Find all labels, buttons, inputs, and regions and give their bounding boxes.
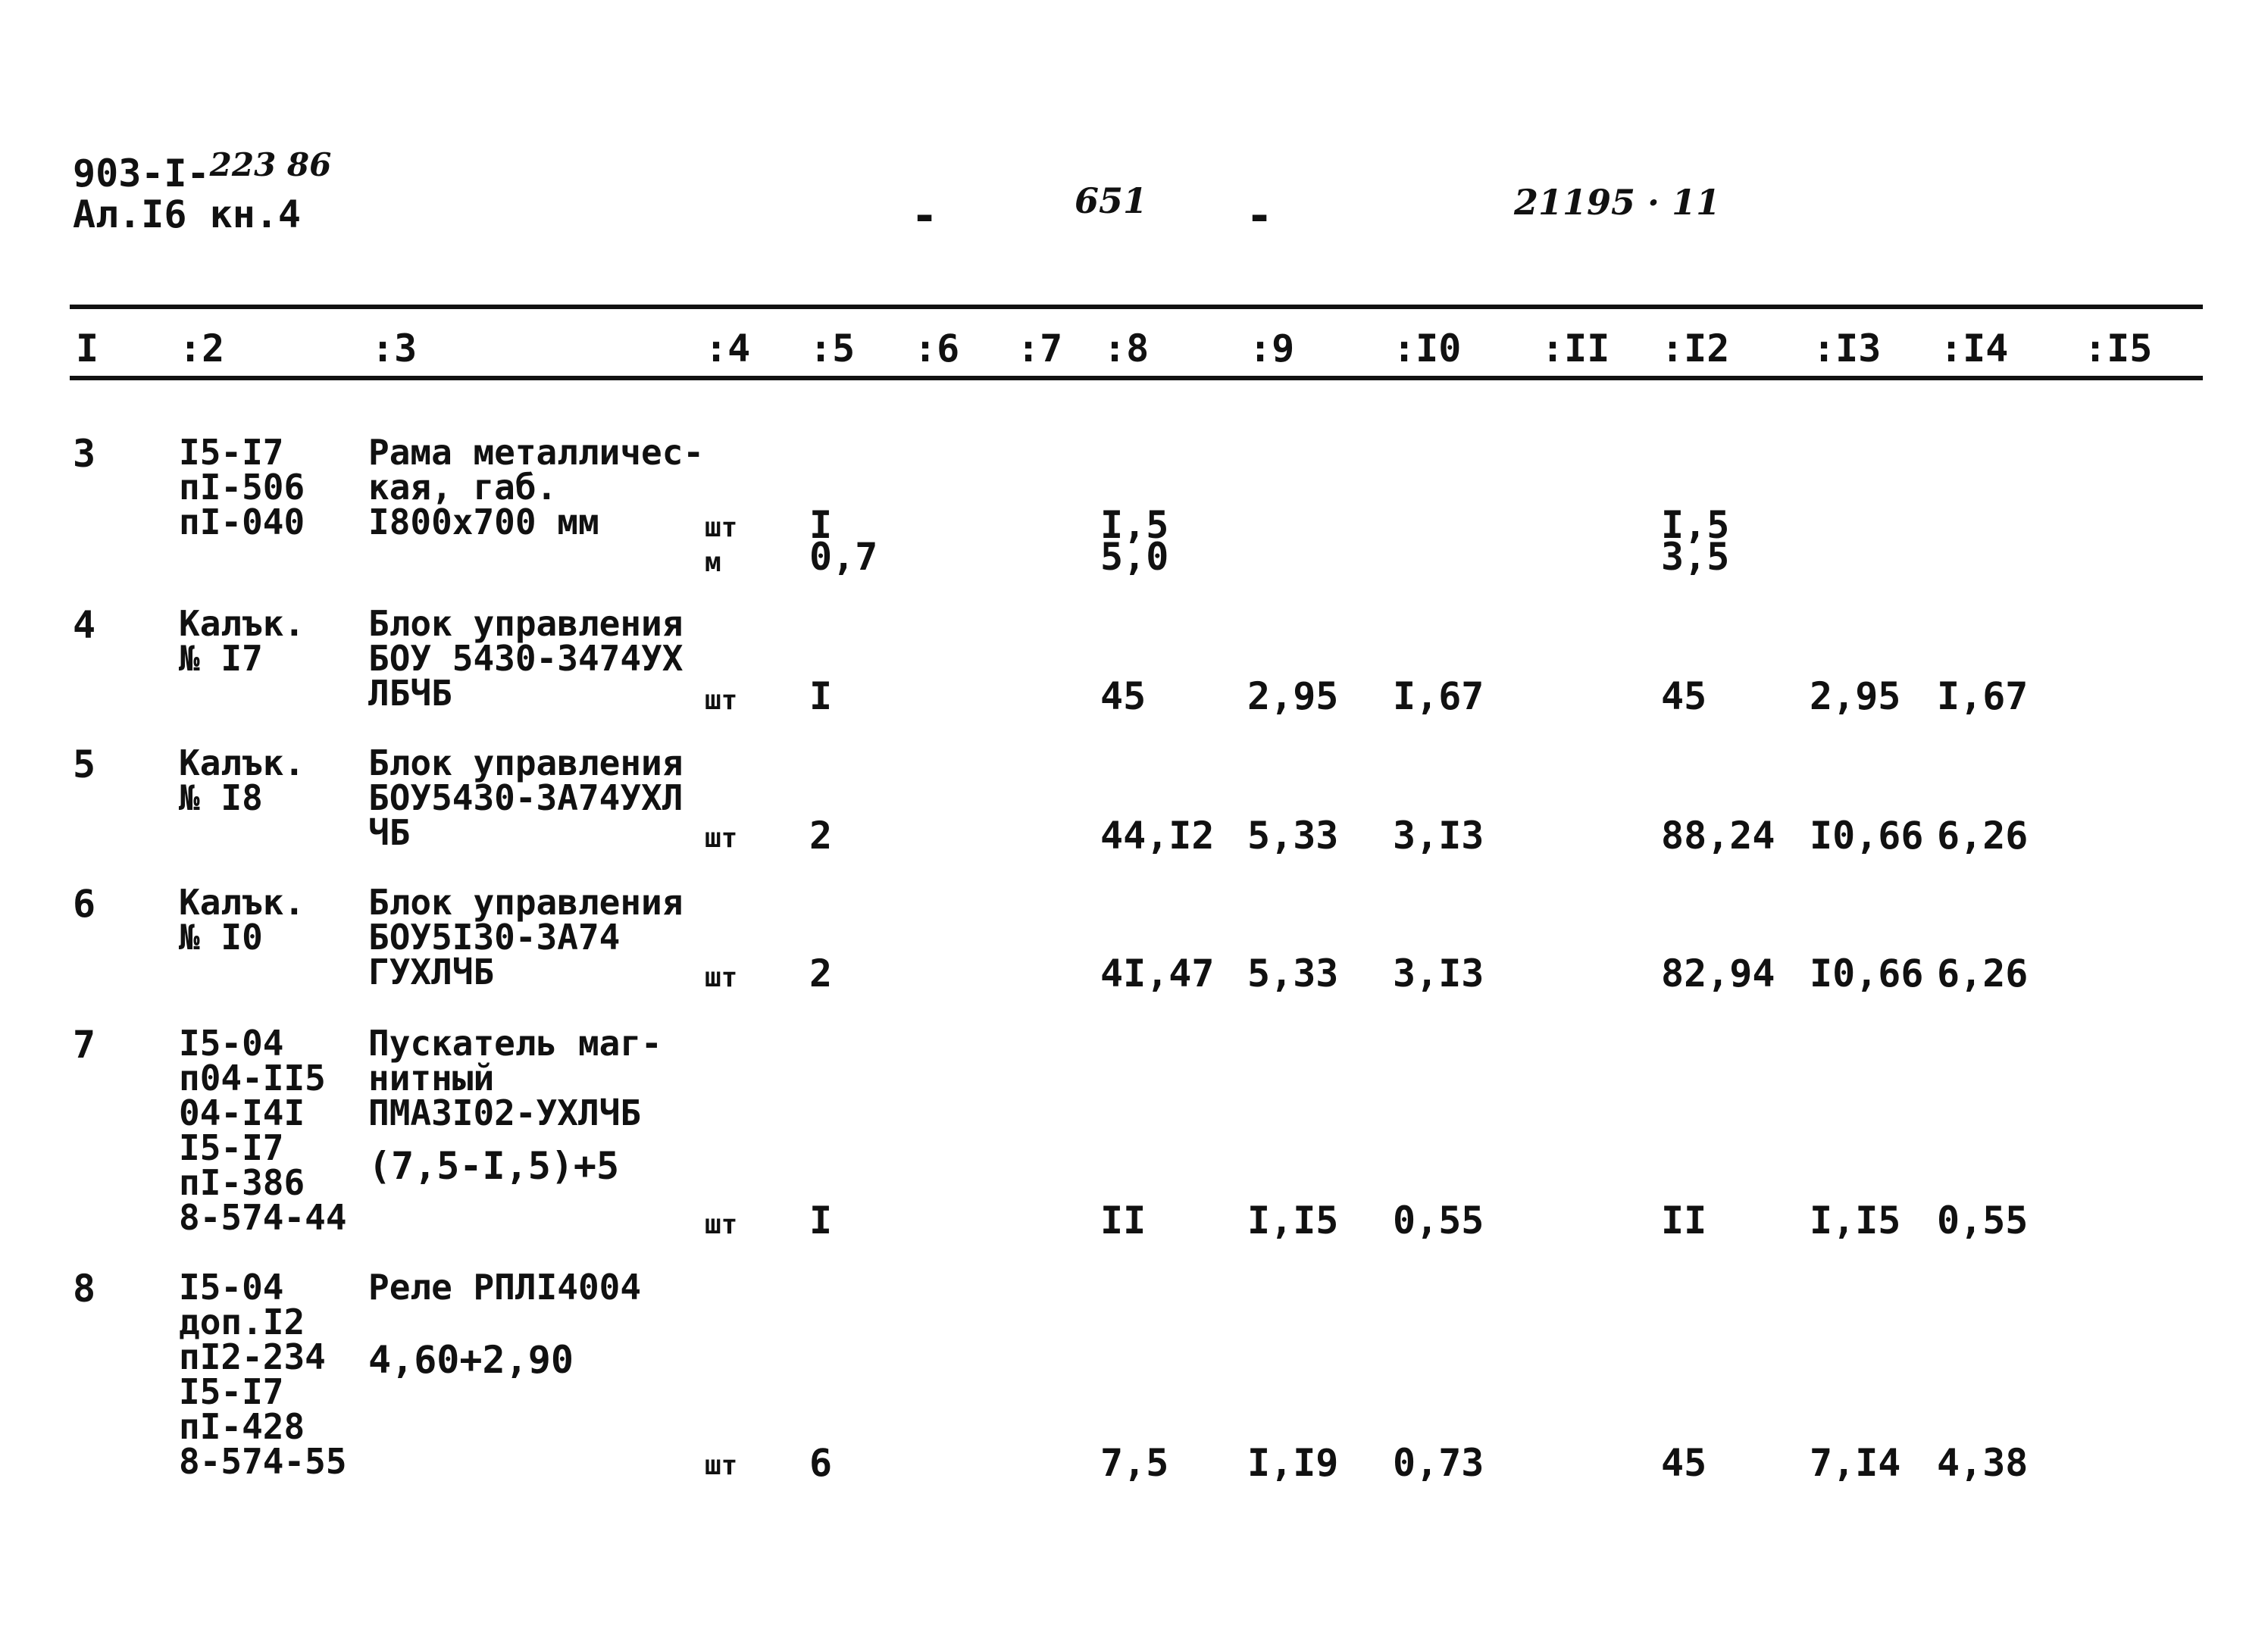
row-quantity: 2 xyxy=(809,952,833,995)
row-quantity: 6 xyxy=(809,1441,833,1485)
row-col9: I,I5 xyxy=(1247,1199,1339,1242)
col-header-8: :8 xyxy=(1103,327,1150,370)
row-col8: 5,0 xyxy=(1100,535,1169,579)
row-quantity: I xyxy=(809,1199,833,1242)
document-code xyxy=(73,146,332,195)
row-col12: I,5 xyxy=(1661,503,1730,547)
row-number: 6 xyxy=(73,882,96,926)
row-col9: 5,33 xyxy=(1247,952,1339,995)
col-header-9: :9 xyxy=(1249,327,1295,370)
row-item-name: Блок управления БОУ5I30-3А74 ГУХЛЧБ xyxy=(368,882,684,992)
row-unit: шт xyxy=(705,1209,738,1240)
row-unit: шт xyxy=(705,512,738,543)
row-reference: Калък. № I7 xyxy=(179,603,305,679)
col-header-2: :2 xyxy=(179,327,225,370)
row-col12: II xyxy=(1661,1199,1707,1242)
row-reference: Калък. № I8 xyxy=(179,742,305,818)
row-col12: 45 xyxy=(1661,674,1707,718)
row-item-name: Блок управления БОУ 5430-3474УХ ЛБЧБ xyxy=(368,603,684,714)
row-col14: 0,55 xyxy=(1937,1199,2029,1242)
album-book-label: Ал.I6 кн.4 xyxy=(73,192,302,236)
row-col10: 0,55 xyxy=(1393,1199,1484,1242)
row-col10: I,67 xyxy=(1393,674,1484,718)
row-unit: шт xyxy=(705,1450,738,1481)
row-quantity: I xyxy=(809,503,833,547)
row-reference: Калък. № I0 xyxy=(179,882,305,958)
row-col14: 6,26 xyxy=(1937,814,2029,858)
row-number: 8 xyxy=(73,1267,96,1311)
page-number-handwritten: 651 xyxy=(1075,180,1148,221)
col-header-15: :I5 xyxy=(2084,327,2153,370)
col-header-1: I xyxy=(76,327,99,370)
row-unit: шт xyxy=(705,962,738,993)
col-header-3: :3 xyxy=(371,327,418,370)
row-number: 3 xyxy=(73,432,96,476)
row-quantity: 0,7 xyxy=(809,535,878,579)
col-header-6: :6 xyxy=(914,327,960,370)
row-unit: шт xyxy=(705,823,738,854)
row-col8: 4I,47 xyxy=(1100,952,1215,995)
row-col13: 2,95 xyxy=(1810,674,1901,718)
row-col12: 3,5 xyxy=(1661,535,1730,579)
col-header-7: :7 xyxy=(1017,327,1063,370)
row-quantity: 2 xyxy=(809,814,833,858)
row-col8: II xyxy=(1100,1199,1147,1242)
col-header-4: :4 xyxy=(705,327,751,370)
row-number: 4 xyxy=(73,603,96,647)
row-col12: 45 xyxy=(1661,1441,1707,1485)
row-col12: 82,94 xyxy=(1661,952,1775,995)
page-dash-right: - xyxy=(1246,189,1274,242)
col-header-13: :I3 xyxy=(1813,327,1882,370)
row-col12: 88,24 xyxy=(1661,814,1775,858)
row-col10: 3,I3 xyxy=(1393,952,1484,995)
row-col9: 2,95 xyxy=(1247,674,1339,718)
header-bottom-rule xyxy=(70,376,2203,380)
row-col14: 4,38 xyxy=(1937,1441,2029,1485)
row-item-name: Пускатель маг- нитный ПМА3I02-УХЛЧБ xyxy=(368,1023,662,1133)
row-col13: 7,I4 xyxy=(1810,1441,1901,1485)
row-item-name: Рама металличес- кая, габ. I800x700 мм xyxy=(368,432,705,542)
table-top-rule xyxy=(70,305,2203,309)
row-unit: шт xyxy=(705,685,738,716)
row-col13: I0,66 xyxy=(1810,814,1924,858)
reference-number-handwritten: 21195 · 11 xyxy=(1514,182,1721,223)
row-col13: I,I5 xyxy=(1810,1199,1901,1242)
row-reference: I5-04 п04-II5 04-I4I I5-I7 пI-386 8-574-44 xyxy=(179,1023,347,1238)
row-reference: I5-04 доп.I2 пI2-234 I5-I7 пI-428 8-574-55 xyxy=(179,1267,347,1482)
row-formula: (7,5-I,5)+5 xyxy=(368,1144,620,1188)
row-col14: I,67 xyxy=(1937,674,2029,718)
row-formula: 4,60+2,90 xyxy=(368,1338,574,1382)
row-reference: I5-I7 пI-506 пI-040 xyxy=(179,432,305,542)
row-col9: I,I9 xyxy=(1247,1441,1339,1485)
row-item-name: Реле РПЛI4004 xyxy=(368,1267,642,1308)
row-col8: I,5 xyxy=(1100,503,1169,547)
row-col10: 0,73 xyxy=(1393,1441,1484,1485)
col-header-14: :I4 xyxy=(1940,327,2009,370)
row-unit: м xyxy=(705,547,721,578)
col-header-11: :II xyxy=(1541,327,1610,370)
page-dash-left: - xyxy=(911,189,939,242)
row-col10: 3,I3 xyxy=(1393,814,1484,858)
row-col8: 44,I2 xyxy=(1100,814,1215,858)
row-col8: 45 xyxy=(1100,674,1147,718)
row-col14: 6,26 xyxy=(1937,952,2029,995)
row-col9: 5,33 xyxy=(1247,814,1339,858)
row-col13: I0,66 xyxy=(1810,952,1924,995)
document-code-printed: 903-I- xyxy=(73,152,210,195)
col-header-5: :5 xyxy=(809,327,856,370)
row-number: 5 xyxy=(73,742,96,786)
row-number: 7 xyxy=(73,1023,96,1067)
row-item-name: Блок управления БОУ5430-3А74УХЛ ЧБ xyxy=(368,742,684,853)
row-quantity: I xyxy=(809,674,833,718)
col-header-10: :I0 xyxy=(1393,327,1462,370)
row-col8: 7,5 xyxy=(1100,1441,1169,1485)
document-code-handwritten: 223 86 xyxy=(209,146,332,183)
col-header-12: :I2 xyxy=(1661,327,1730,370)
